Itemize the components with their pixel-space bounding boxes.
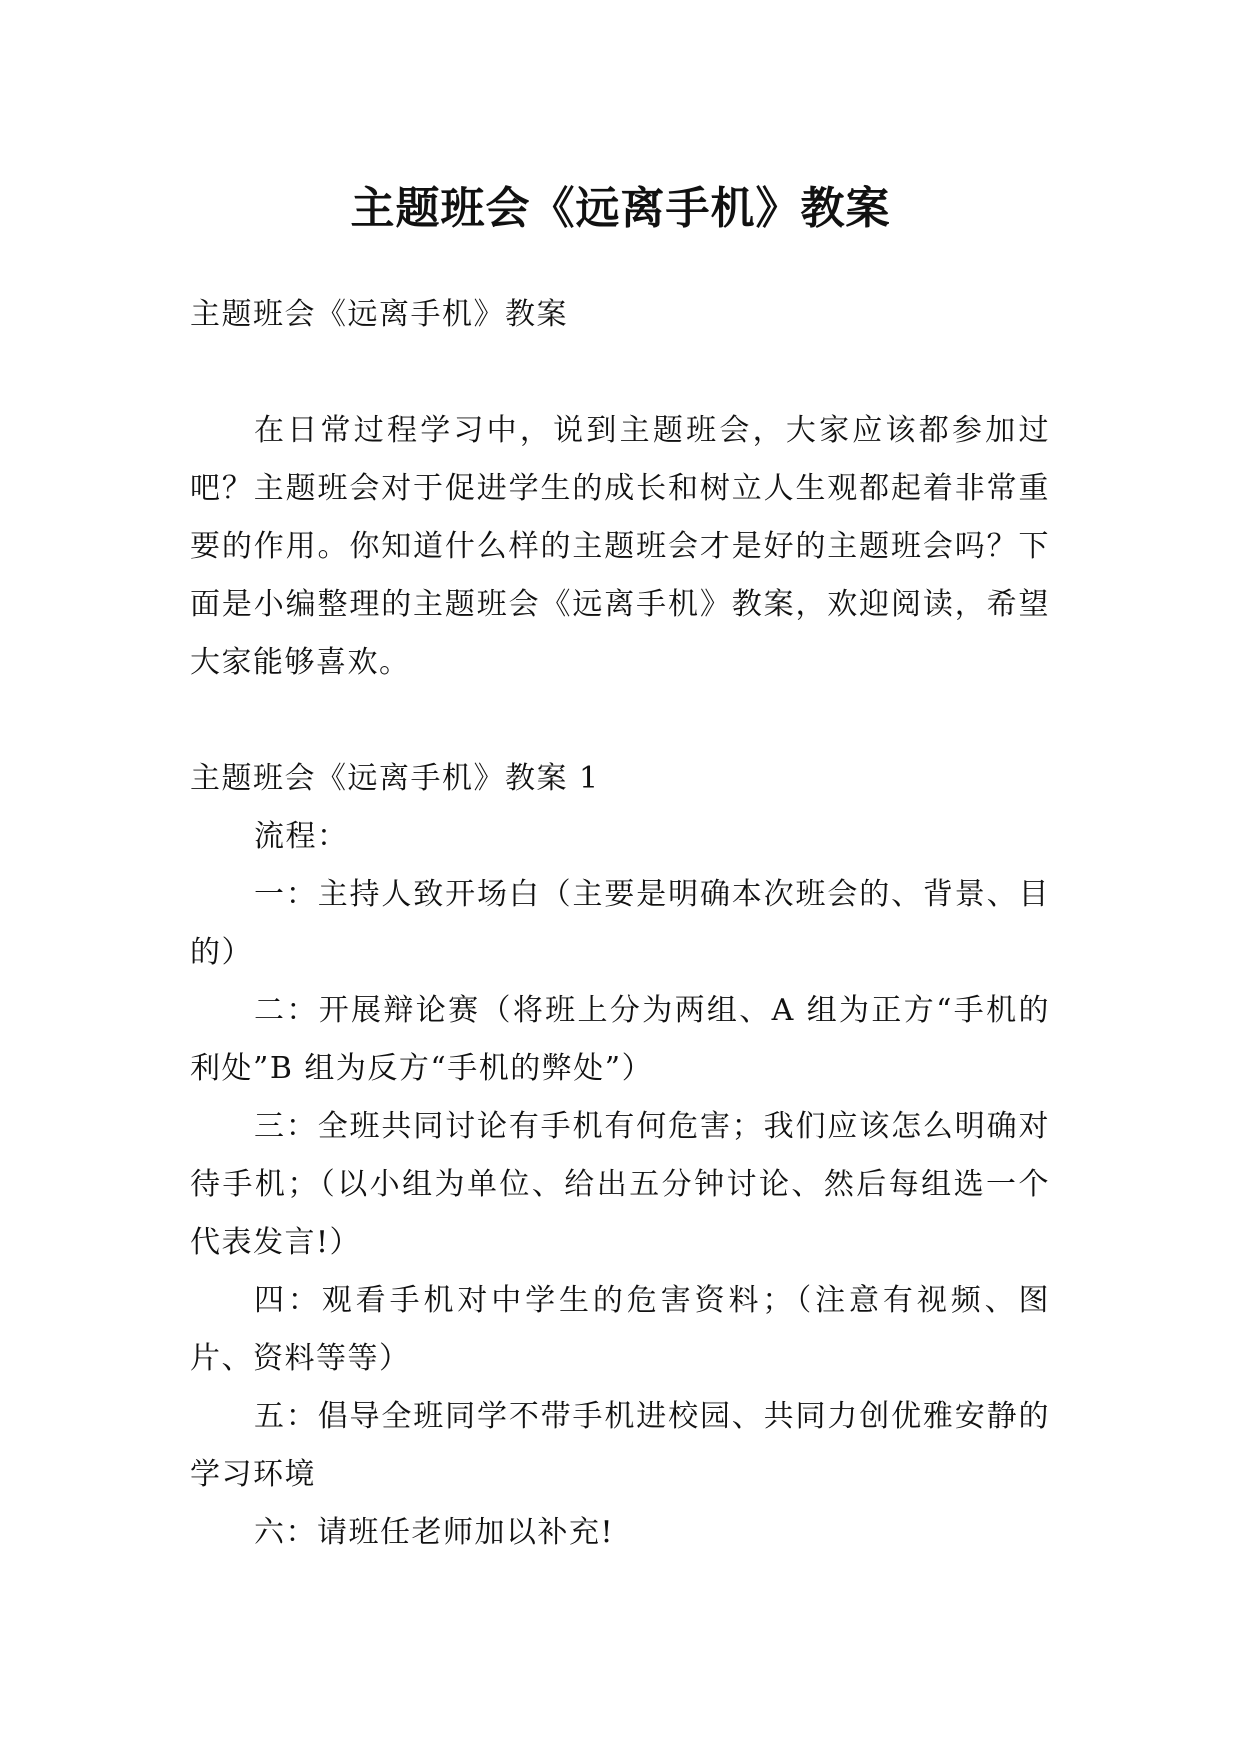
- spacer: [190, 344, 1050, 402]
- step-4: 四：观看手机对中学生的危害资料；（注意有视频、图片、资料等等）: [190, 1283, 1050, 1376]
- section-heading: 主题班会《远离手机》教案 1: [190, 761, 600, 796]
- document-title: 主题班会《远离手机》教案: [350, 183, 891, 235]
- step-5: 五：倡导全班同学不带手机进校园、共同力创优雅安静的学习环境: [190, 1399, 1050, 1492]
- step-1: 一：主持人致开场白（主要是明确本次班会的、背景、目的）: [190, 877, 1050, 970]
- flow-section: [190, 808, 1050, 1562]
- step-6: 六：请班任老师加以补充!: [254, 1515, 615, 1550]
- intro-paragraph: 在日常过程学习中，说到主题班会，大家应该都参加过吧？主题班会对于促进学生的成长和树立人生观都起着非常重要的作用。你知道什么样的主题班会才是好的主题班会吗？下面是小编整理的主题班会《远离手机》教案，欢迎阅读，希望大家能够喜欢。: [190, 413, 1050, 680]
- flow-label: 流程：: [254, 819, 349, 854]
- spacer: [190, 692, 1050, 750]
- step-2: 二：开展辩论赛（将班上分为两组、A 组为正方“手机的利处”B 组为反方“手机的弊处”）: [190, 993, 1050, 1086]
- document-subtitle: 主题班会《远离手机》教案: [190, 297, 568, 332]
- step-3: 三：全班共同讨论有手机有何危害；我们应该怎么明确对待手机；（以小组为单位、给出五分钟讨论、然后每组选一个代表发言!）: [190, 1109, 1050, 1260]
- document-body: [190, 286, 1050, 1562]
